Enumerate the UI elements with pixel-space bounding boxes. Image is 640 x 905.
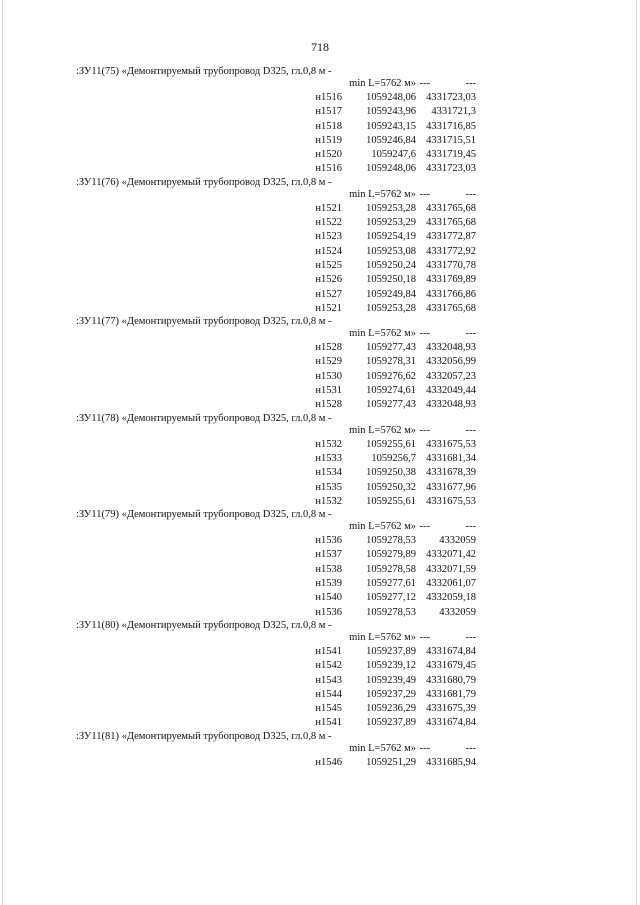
coord-y: 4332059 [439,535,476,547]
dash-x: --- [419,424,430,436]
parcel-section [76,316,476,412]
coord-y: 4331675,53 [426,495,476,507]
coord-x: 1059248,06 [366,163,416,175]
coord-x: 1059236,29 [366,703,416,715]
point-id: н1536 [315,535,342,547]
point-id: н1530 [315,370,342,382]
coord-y: 4332056,99 [426,356,476,368]
coord-y: 4332048,93 [426,399,476,411]
coordinate-row [76,302,476,316]
coord-x: 1059251,29 [366,756,416,768]
section-subtitle-row [76,327,476,341]
point-id: н1542 [315,660,342,672]
dash-y: --- [465,78,476,89]
coordinate-row [76,398,476,412]
coord-x: 1059237,89 [366,645,416,657]
section-title: :ЗУ11(79) «Демонтируемый трубопровод D325, гл.0,8 м - [76,509,332,521]
coord-x: 1059248,06 [366,92,416,103]
coord-y: 4331721,3 [431,106,476,118]
coordinate-row [76,688,476,702]
coordinate-row [76,674,476,688]
section-title: :ЗУ11(77) «Демонтируемый трубопровод D325, гл.0,8 м - [76,316,332,328]
coordinate-row [76,148,476,162]
coord-y: 4332059,18 [426,592,476,604]
section-subtitle-row [76,742,476,756]
coordinate-row [76,495,476,509]
coordinate-row [76,438,476,452]
dash-x: --- [419,631,430,643]
point-id: н1546 [315,756,342,768]
section-subtitle: min L=5762 м» [349,631,416,643]
coordinate-row [76,466,476,480]
coord-x: 1059237,89 [366,717,416,729]
coord-y: 4331679,45 [426,660,476,672]
coord-x: 1059253,28 [366,202,416,214]
coordinate-row [76,577,476,591]
coordinate-row [76,659,476,673]
section-subtitle-row [76,188,476,202]
coordinate-list [76,66,476,770]
coord-y: 4331675,39 [426,703,476,715]
section-subtitle: min L=5762 м» [349,328,416,340]
coord-y: 4331765,68 [426,217,476,229]
point-id: н1522 [315,217,342,229]
coord-x: 1059255,61 [366,438,416,450]
section-subtitle: min L=5762 м» [349,78,416,89]
coord-x: 1059278,53 [366,535,416,547]
point-id: н1533 [315,452,342,464]
section-subtitle: min L=5762 м» [349,742,416,754]
coord-y: 4332048,93 [426,342,476,354]
parcel-section [76,731,476,770]
coordinate-row [76,702,476,716]
coordinate-row [76,355,476,369]
section-subtitle: min L=5762 м» [349,188,416,200]
point-id: н1518 [315,120,342,132]
dash-x: --- [419,328,430,340]
coordinate-row [76,202,476,216]
coord-x: 1059274,61 [366,385,416,397]
section-subtitle-row [76,520,476,534]
coordinate-row [76,370,476,384]
coord-x: 1059278,53 [366,606,416,618]
coord-y: 4331674,84 [426,645,476,657]
coordinate-row [76,534,476,548]
dash-x: --- [419,78,430,89]
coord-x: 1059279,89 [366,549,416,561]
coord-y: 4331681,34 [426,452,476,464]
coord-y: 4332071,59 [426,563,476,575]
page-number: 718 [311,40,329,54]
dash-y: --- [465,424,476,436]
point-id: н1529 [315,356,342,368]
coordinate-row [76,91,476,105]
coord-x: 1059250,18 [366,274,416,286]
dash-x: --- [419,188,430,200]
point-id: н1541 [315,645,342,657]
section-subtitle: min L=5762 м» [349,521,416,533]
point-id: н1528 [315,399,342,411]
coord-x: 1059250,24 [366,259,416,271]
dash-y: --- [465,742,476,754]
point-id: н1544 [315,688,342,700]
coord-x: 1059239,12 [366,660,416,672]
coord-x: 1059253,29 [366,217,416,229]
coord-y: 4331677,96 [426,481,476,493]
point-id: н1527 [315,288,342,300]
coordinate-row [76,105,476,119]
coordinate-row [76,273,476,287]
point-id: н1539 [315,578,342,590]
parcel-section [76,66,476,177]
coord-x: 1059277,43 [366,342,416,354]
coord-y: 4332061,07 [426,578,476,590]
point-id: н1532 [315,438,342,450]
coordinate-row [76,134,476,148]
coord-y: 4331715,51 [426,134,476,146]
coordinate-row [76,591,476,605]
section-subtitle-row [76,77,476,91]
coordinate-row [76,548,476,562]
coord-x: 1059249,84 [366,288,416,300]
dash-y: --- [465,631,476,643]
coordinate-row [76,606,476,620]
parcel-section [76,177,476,316]
coord-x: 1059243,15 [366,120,416,132]
coord-x: 1059237,29 [366,688,416,700]
coordinate-row [76,341,476,355]
coord-x: 1059277,43 [366,399,416,411]
point-id: н1534 [315,467,342,479]
point-id: н1520 [315,149,342,161]
dash-y: --- [465,328,476,340]
coord-y: 4331680,79 [426,674,476,686]
coord-y: 4331719,45 [426,149,476,161]
point-id: н1525 [315,259,342,271]
point-id: н1516 [315,163,342,175]
section-title: :ЗУ11(81) «Демонтируемый трубопровод D325, гл.0,8 м - [76,730,332,742]
point-id: н1538 [315,563,342,575]
coord-y: 4331681,79 [426,688,476,700]
coordinate-row [76,259,476,273]
coord-x: 1059255,61 [366,495,416,507]
coord-y: 4331769,89 [426,274,476,286]
coord-y: 4332071,42 [426,549,476,561]
coordinate-row [76,563,476,577]
coord-x: 1059256,7 [371,452,416,464]
coordinate-row [76,452,476,466]
coord-x: 1059277,61 [366,578,416,590]
coordinate-row [76,120,476,134]
section-title: :ЗУ11(78) «Демонтируемый трубопровод D325, гл.0,8 м - [76,412,332,424]
coordinate-row [76,481,476,495]
coord-x: 1059250,32 [366,481,416,493]
coord-y: 4331772,92 [426,245,476,257]
point-id: н1536 [315,606,342,618]
coord-x: 1059254,19 [366,231,416,243]
point-id: н1516 [315,92,342,103]
section-title: :ЗУ11(75) «Демонтируемый трубопровод D325, гл.0,8 м - [76,66,332,77]
coord-x: 1059247,6 [371,149,416,161]
coord-x: 1059243,96 [366,106,416,118]
section-subtitle-row [76,424,476,438]
section-subtitle: min L=5762 м» [349,424,416,436]
point-id: н1540 [315,592,342,604]
coord-x: 1059253,28 [366,302,416,314]
coord-y: 4331723,03 [426,163,476,175]
coord-y: 4331723,03 [426,92,476,103]
point-id: н1545 [315,703,342,715]
coord-x: 1059250,38 [366,467,416,479]
coord-y: 4332057,23 [426,370,476,382]
point-id: н1541 [315,717,342,729]
coord-y: 4331765,68 [426,202,476,214]
coordinate-row [76,288,476,302]
point-id: н1519 [315,134,342,146]
point-id: н1531 [315,385,342,397]
point-id: н1521 [315,302,342,314]
coord-x: 1059246,84 [366,134,416,146]
coordinate-row [76,384,476,398]
coord-y: 4331772,87 [426,231,476,243]
point-id: н1524 [315,245,342,257]
coordinate-row [76,162,476,176]
dash-y: --- [465,188,476,200]
coord-y: 4331675,53 [426,438,476,450]
coord-y: 4331674,84 [426,717,476,729]
section-title: :ЗУ11(80) «Демонтируемый трубопровод D325, гл.0,8 м - [76,619,332,631]
point-id: н1532 [315,495,342,507]
point-id: н1535 [315,481,342,493]
point-id: н1526 [315,274,342,286]
coord-x: 1059277,12 [366,592,416,604]
coordinate-row [76,230,476,244]
coord-y: 4331685,94 [426,756,476,768]
coordinate-row [76,245,476,259]
scan-edge-left [2,0,3,905]
section-title: :ЗУ11(76) «Демонтируемый трубопровод D325, гл.0,8 м - [76,176,332,188]
point-id: н1523 [315,231,342,243]
section-subtitle-row [76,631,476,645]
point-id: н1517 [315,106,342,118]
coord-y: 4331678,39 [426,467,476,479]
point-id: н1543 [315,674,342,686]
dash-x: --- [419,742,430,754]
parcel-section [76,509,476,620]
coord-x: 1059239,49 [366,674,416,686]
coord-y: 4332059 [439,606,476,618]
coord-x: 1059278,58 [366,563,416,575]
coord-y: 4331716,85 [426,120,476,132]
point-id: н1537 [315,549,342,561]
dash-x: --- [419,521,430,533]
coord-y: 4331770,78 [426,259,476,271]
coord-x: 1059278,31 [366,356,416,368]
point-id: н1528 [315,342,342,354]
coord-y: 4332049,44 [426,385,476,397]
coordinate-row [76,716,476,730]
coord-y: 4331766,86 [426,288,476,300]
scan-edge-right [636,0,637,905]
parcel-section [76,620,476,731]
coordinate-row [76,756,476,770]
dash-y: --- [465,521,476,533]
parcel-section [76,413,476,509]
coordinate-row [76,216,476,230]
coord-y: 4331765,68 [426,302,476,314]
coordinate-row [76,645,476,659]
coord-x: 1059276,62 [366,370,416,382]
point-id: н1521 [315,202,342,214]
coord-x: 1059253,08 [366,245,416,257]
